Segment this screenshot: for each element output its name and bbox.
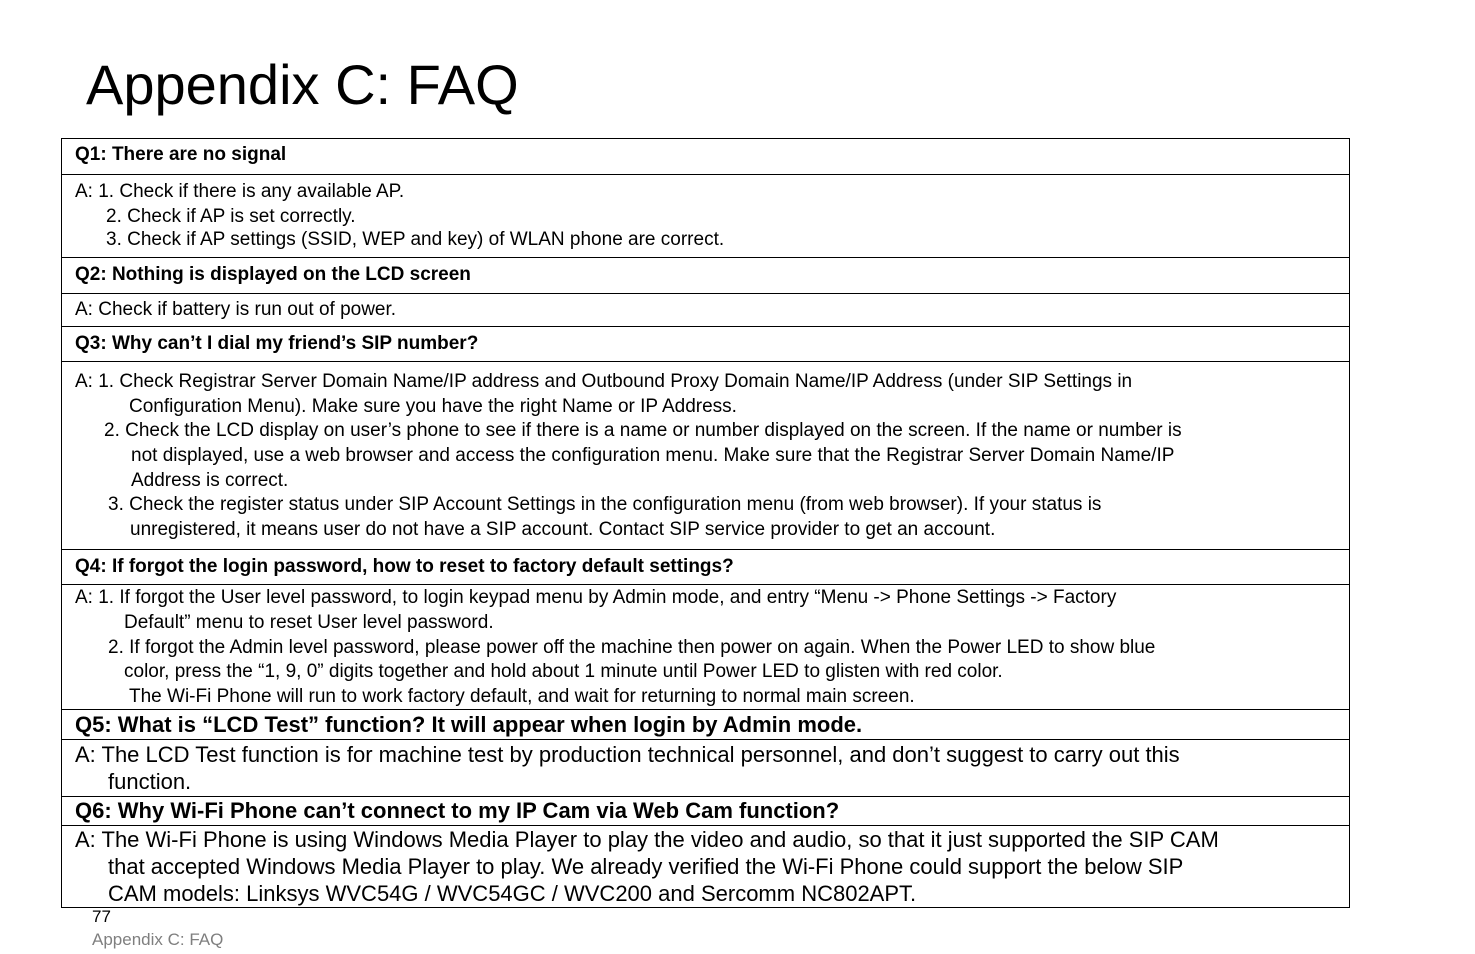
faq-answer-4 bbox=[62, 584, 1349, 709]
answer-line: not displayed, use a web browser and access the configuration menu. Make sure that the Registrar Server Domain Name/IP bbox=[131, 445, 1175, 466]
faq-question-1 bbox=[62, 139, 1349, 174]
faq-answer-2 bbox=[62, 293, 1349, 326]
answer-line: Address is correct. bbox=[131, 470, 289, 491]
question-text: Q6: Why Wi-Fi Phone can’t connect to my IP Cam via Web Cam function? bbox=[75, 798, 840, 823]
answer-line: that accepted Windows Media Player to play. We already verified the Wi-Fi Phone could support the below SIP bbox=[108, 854, 1184, 879]
question-text: Q4: If forgot the login password, how to reset to factory default settings? bbox=[75, 556, 734, 577]
footer-title: Appendix C: FAQ bbox=[92, 930, 224, 949]
faq-answer-5 bbox=[62, 739, 1349, 796]
faq-question-4 bbox=[62, 549, 1349, 584]
answer-line: unregistered, it means user do not have a SIP account. Contact SIP service provider to get an account. bbox=[130, 519, 996, 540]
answer-line: A: The Wi-Fi Phone is using Windows Media Player to play the video and audio, so that it just supported the SIP CAM bbox=[75, 827, 1219, 852]
answer-line: A: 1. Check if there is any available AP. bbox=[75, 181, 405, 202]
page-number: 77 bbox=[92, 907, 111, 926]
faq-question-3 bbox=[62, 326, 1349, 361]
faq-answer-6 bbox=[62, 825, 1349, 907]
faq-question-6 bbox=[62, 796, 1349, 825]
answer-line: A: The LCD Test function is for machine test by production technical personnel, and don’t suggest to carry out this bbox=[75, 742, 1180, 767]
faq-answer-1 bbox=[62, 174, 1349, 257]
faq-question-2 bbox=[62, 257, 1349, 293]
page-title: Appendix C: FAQ bbox=[86, 53, 519, 116]
answer-line: CAM models: Linksys WVC54G / WVC54GC / WVC200 and Sercomm NC802APT. bbox=[108, 881, 917, 906]
answer-line: 2. If forgot the Admin level password, please power off the machine then power on again. When the Power LED to show blue bbox=[108, 637, 1156, 658]
faq-question-5 bbox=[62, 709, 1349, 739]
question-text: Q2: Nothing is displayed on the LCD screen bbox=[75, 264, 471, 285]
question-text: Q1: There are no signal bbox=[75, 144, 287, 165]
answer-line: The Wi-Fi Phone will run to work factory default, and wait for returning to normal main screen. bbox=[129, 686, 915, 707]
answer-line: function. bbox=[108, 769, 192, 794]
faq-answer-3 bbox=[62, 361, 1349, 549]
answer-line: color, press the “1, 9, 0” digits together and hold about 1 minute until Power LED to glisten with red color. bbox=[124, 661, 1003, 682]
answer-line: 2. Check if AP is set correctly. bbox=[106, 206, 356, 227]
answer-line: 2. Check the LCD display on user’s phone to see if there is a name or number displayed on the screen. If the name or number is bbox=[104, 420, 1182, 441]
answer-line: A: 1. If forgot the User level password, to login keypad menu by Admin mode, and entry “Menu -> Phone Settings -> Factory bbox=[75, 587, 1117, 608]
answer-line: 3. Check the register status under SIP Account Settings in the configuration menu (from web browser). If your status is bbox=[108, 494, 1102, 515]
question-text: Q5: What is “LCD Test” function? It will appear when login by Admin mode. bbox=[75, 712, 863, 737]
question-text: Q3: Why can’t I dial my friend’s SIP number? bbox=[75, 333, 479, 354]
answer-line: A: Check if battery is run out of power. bbox=[75, 299, 397, 320]
answer-line: 3. Check if AP settings (SSID, WEP and key) of WLAN phone are correct. bbox=[106, 229, 725, 250]
faq-table bbox=[61, 138, 1350, 908]
answer-line: A: 1. Check Registrar Server Domain Name/IP address and Outbound Proxy Domain Name/IP Address (under SIP Settings in bbox=[75, 371, 1133, 392]
answer-line: Configuration Menu). Make sure you have the right Name or IP Address. bbox=[129, 396, 737, 417]
answer-line: Default” menu to reset User level password. bbox=[124, 612, 494, 633]
